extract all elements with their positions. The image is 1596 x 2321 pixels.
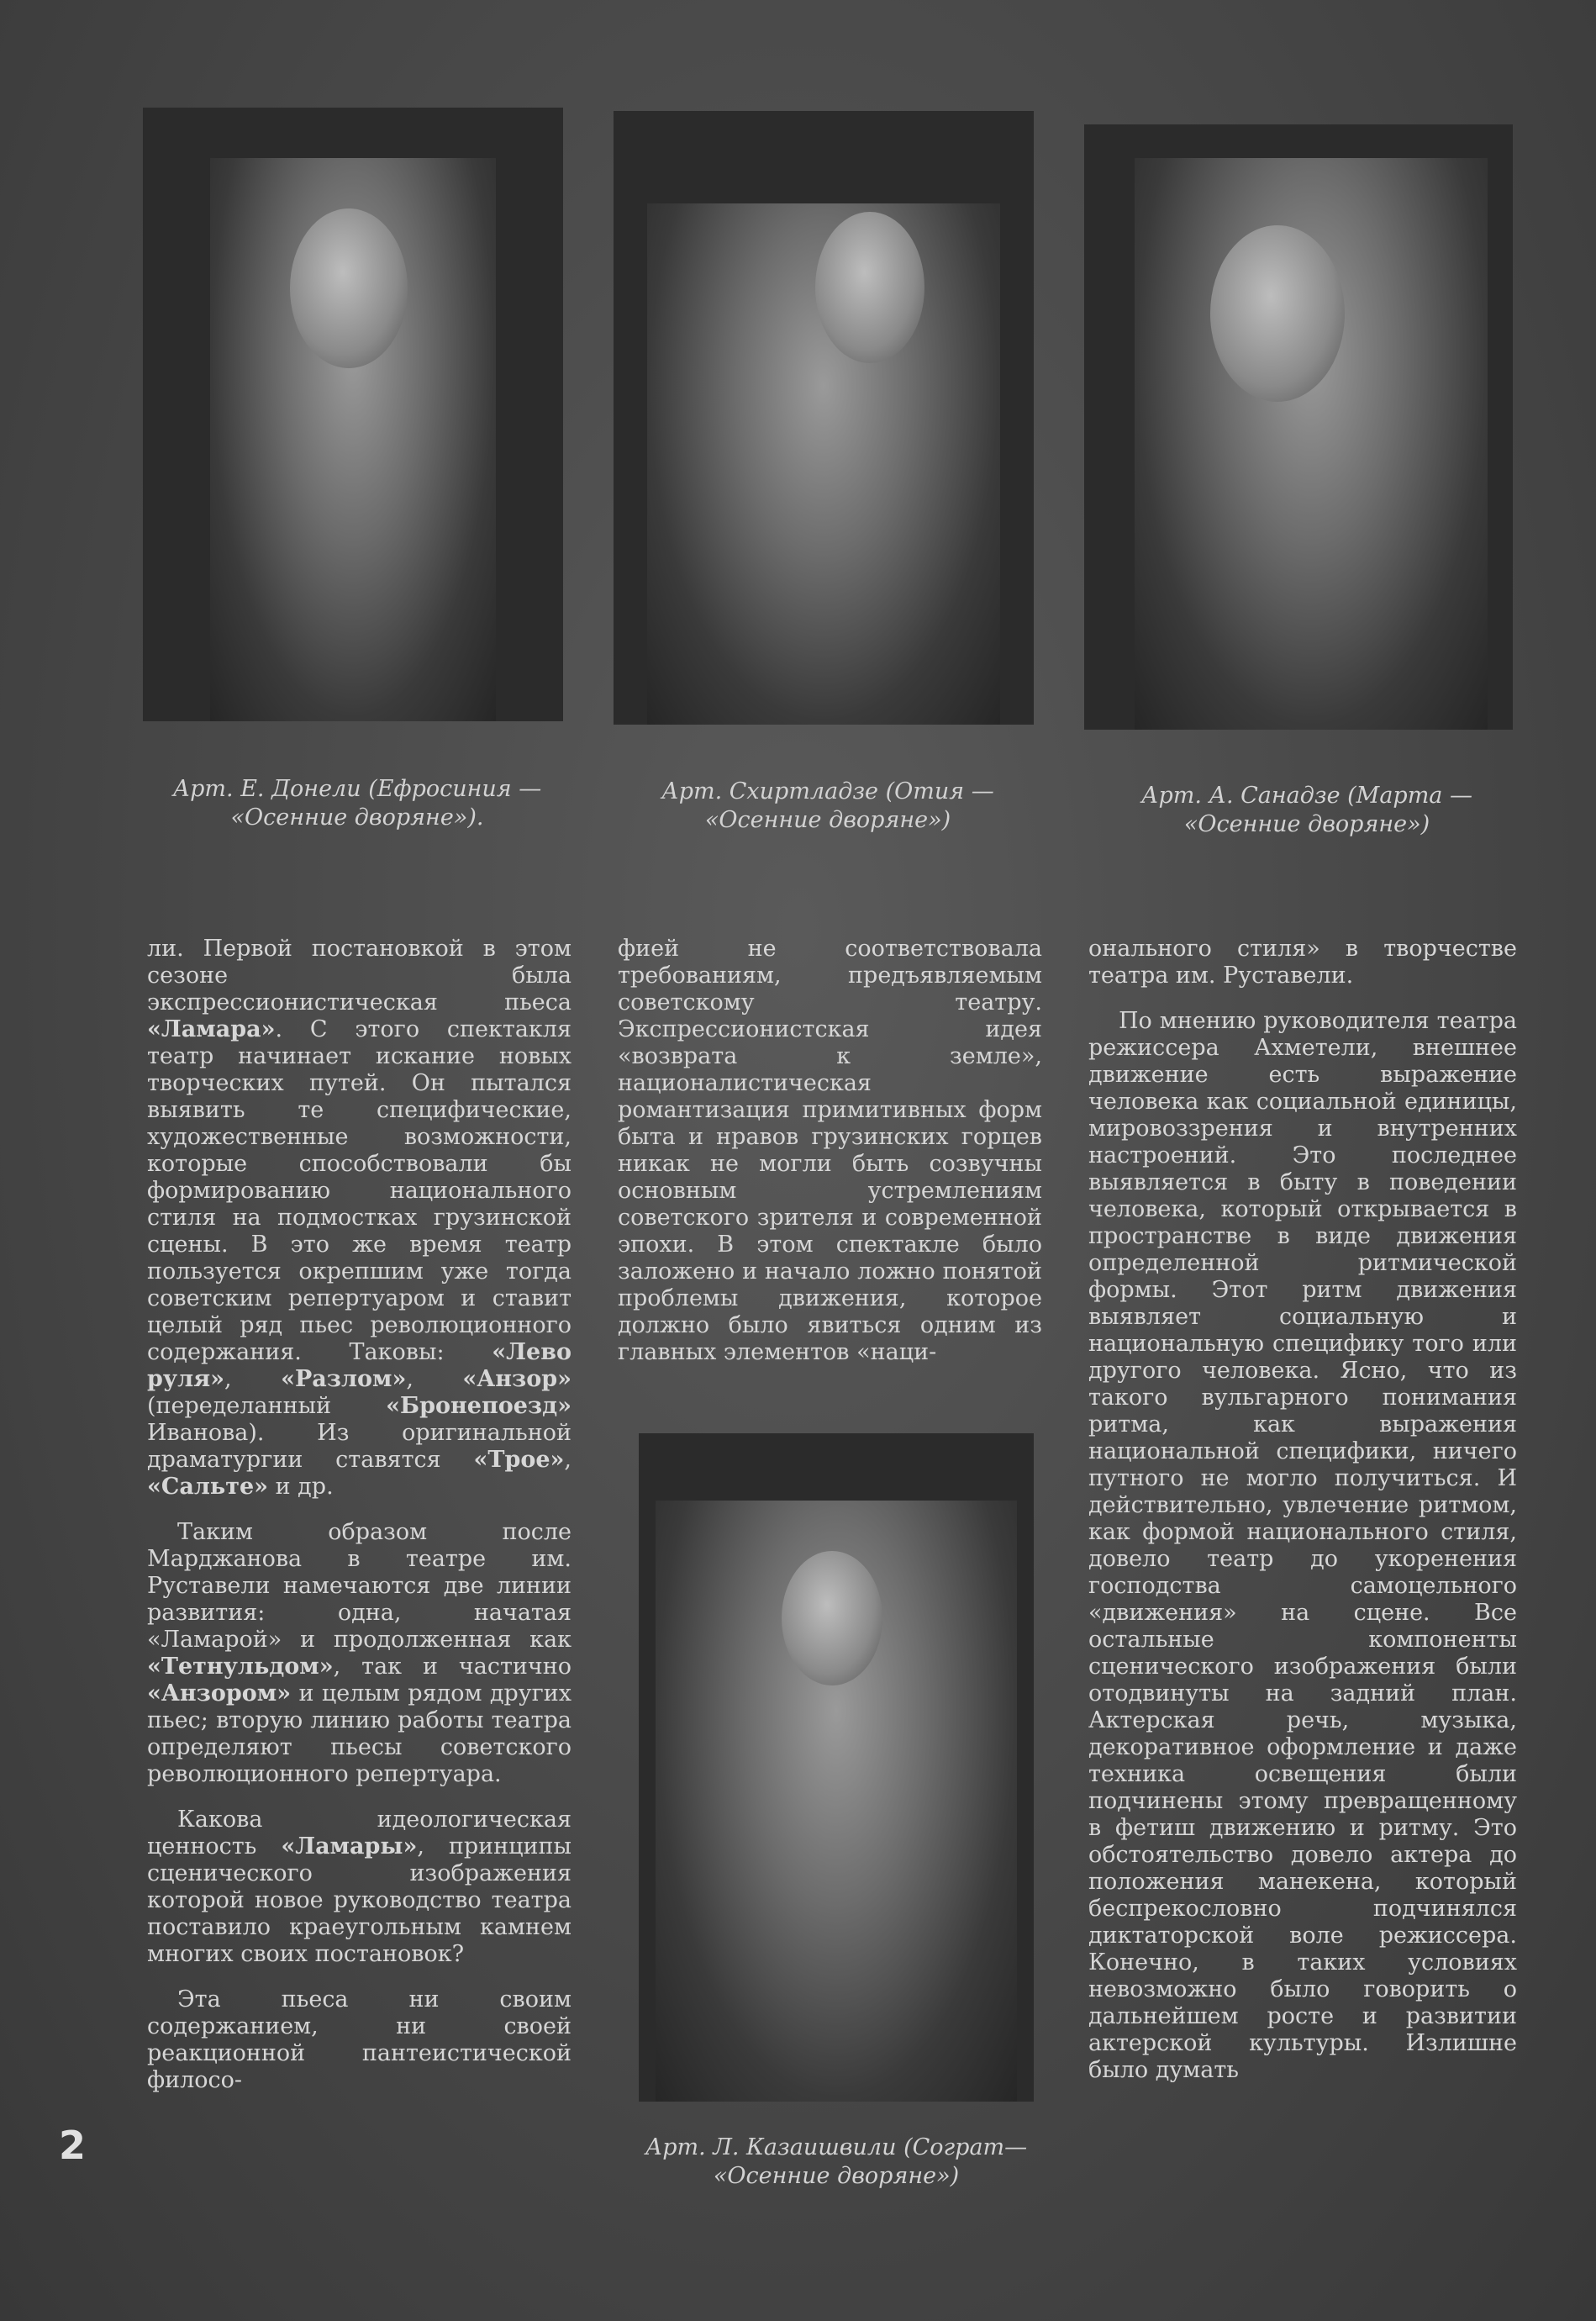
photo-donelі xyxy=(143,108,563,721)
paragraph: Какова идеологическая ценность «Ламары», принципы сценического изображения которой новое руководство театра поставило краеугольным камнем многих своих постановок? xyxy=(147,1807,572,1967)
text-column-3 xyxy=(1088,936,1517,2102)
paragraph: Эта пьеса ни своим содержанием, ни своей реакционной пантеистической филосо- xyxy=(147,1986,572,2093)
caption-photo-2: Арт. Схиртладзе (Отия — «Осенние дворяне») xyxy=(661,778,994,833)
paragraph: ли. Первой постановкой в этом сезоне была экспрессионистическая пьеса «Ламара». С этого спектакля театр начинает искание новых творческих путей. Он пытался выявить те специфические, художественные возможности, которые способствовали бы формированию национального стиля на подмостках грузинской сцены. В это же время театр пользуется окрепшим уже тогда советским репертуаром и ставит целый ряд пьес революционного содержания. Таковы: «Лево руля», «Разлом», «Анзор» (переделанный «Бронепоезд» Иванова). Из оригинальной драматургии ставятся «Трое», «Сальте» и др. xyxy=(147,936,572,1500)
photo-skhirtladze xyxy=(614,111,1034,725)
text-column-1 xyxy=(147,936,572,2113)
paragraph: Таким образом после Марджанова в театре им. Руставели намечаются две линии развития: одна, начатая «Ламарой» и продолженная как «Тетнульдом», так и частично «Анзором» и целым рядом других пьес; вторую линию работы театра определяют пьесы советского революционного репертуара. xyxy=(147,1519,572,1787)
text-column-2 xyxy=(618,936,1042,1385)
photo-kazaishvili xyxy=(639,1433,1034,2102)
paragraph: фией не соответствовала требованиям, предъявляемым советскому театру. Экспрессионистская идея «возврата к земле», националистическая романтизация примитивных форм быта и нравов грузинских горцев никак не могли быть созвучны основным устремлениям советского зрителя и современной эпохи. В этом спектакле было заложено и начало ложно понятой проблемы движения, которое должно было явиться одним из главных элементов «наци- xyxy=(618,936,1042,1365)
paragraph: онального стиля» в творчестве театра им. Руставели. xyxy=(1088,936,1517,989)
photo-sanadze xyxy=(1084,124,1513,730)
caption-photo-3: Арт. А. Санадзе (Марта — «Осенние дворяне») xyxy=(1141,783,1472,837)
caption-photo-4: Арт. Л. Казаишвили (Сограт— «Осенние дворяне») xyxy=(645,2134,1028,2189)
caption-photo-1: Арт. Е. Донели (Ефросиния — «Осенние дворяне»). xyxy=(172,776,542,831)
paragraph: По мнению руководителя театра режиссера Ахметели, внешнее движение есть выражение человека как социальной единицы, мировоззрения и внутренних настроений. Это последнее выявляется в быту в поведении человека, который открывается в пространстве в виде движения определенной ритмической формы. Этот ритм движения выявляет социальную и национальную специфику того или другого человека. Ясно, что из такого вульгарного понимания ритма, как выражения национальной специфики, ничего путного не могло получиться. И действительно, увлечение ритмом, как формой национального стиля, довело театр до укоренения господства самоцельного «движения» на сцене. Все остальные компоненты сценического изображения были отодвинуты на задний план. Актерская речь, музыка, декоративное оформление и даже техника освещения были подчинены этому превращенному в фетиш движению и ритму. Это обстоятельство довело актера до положения манекена, который беспрекословно подчинялся диктаторской воле режиссера. Конечно, в таких условиях невозможно было говорить о дальнейшем росте и развитии актерской культуры. Излишне было думать xyxy=(1088,1008,1517,2083)
page-number: 2 xyxy=(59,2123,87,2168)
